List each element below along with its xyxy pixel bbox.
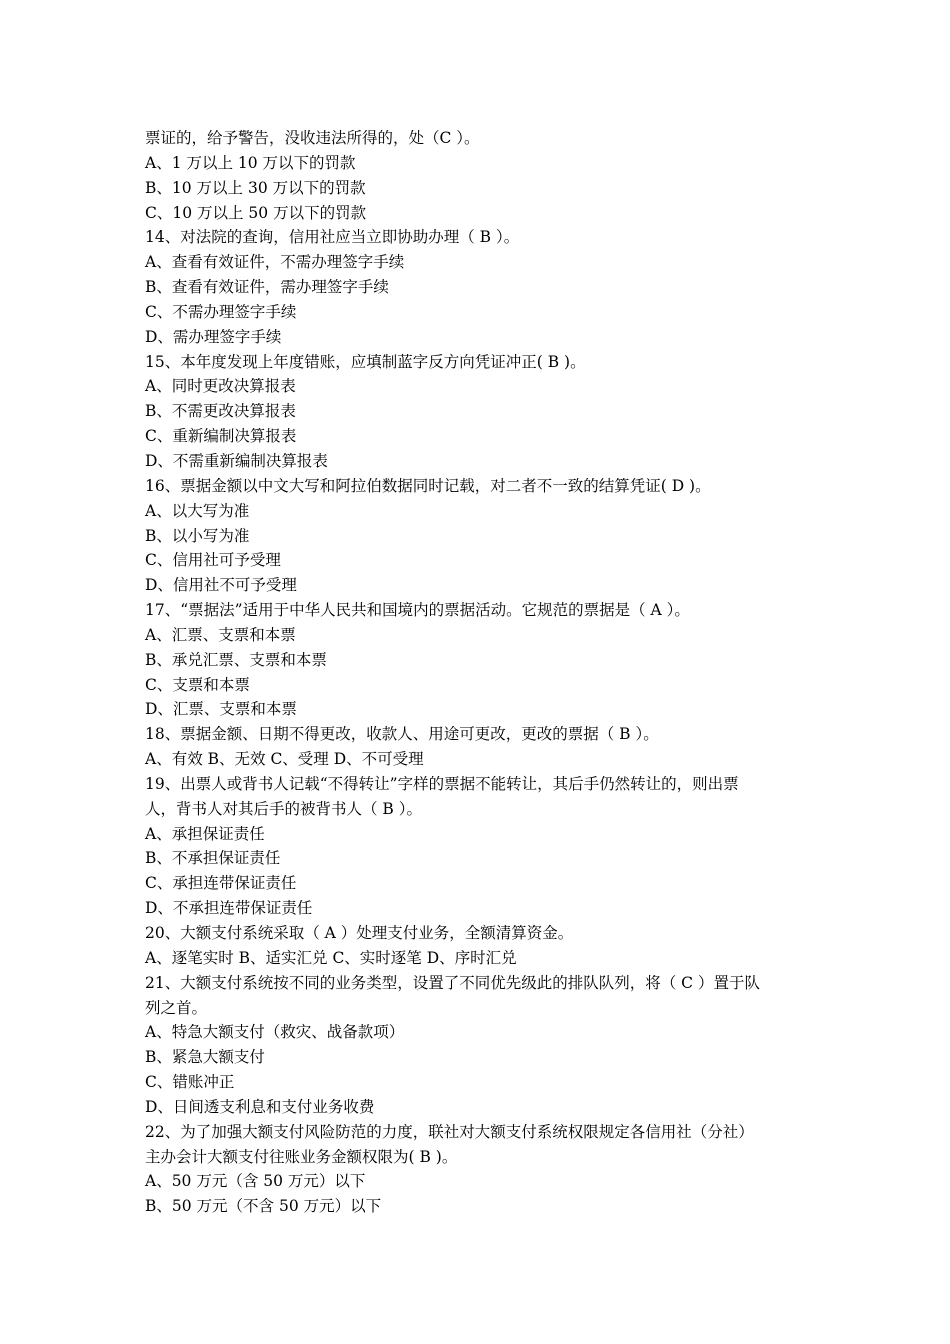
answer-option: A、以大写为准	[145, 501, 250, 520]
answer-option: A、查看有效证件，不需办理签字手续	[145, 253, 405, 272]
answer-option: B、不承担保证责任	[145, 849, 281, 868]
answer-options-inline: A、逐笔实时 B、适实汇兑 C、实时逐笔 D、序时汇兑	[145, 948, 517, 967]
question-15: 15、本年度发现上年度错账，应填制蓝字反方向凭证冲正( B )。	[145, 352, 586, 371]
answer-option: A、承担保证责任	[145, 824, 265, 843]
answer-option: C、错账冲正	[145, 1073, 235, 1092]
answer-options-inline: A、有效 B、无效 C、受理 D、不可受理	[145, 750, 424, 769]
answer-option: A、同时更改决算报表	[145, 377, 296, 396]
question-17: 17、“票据法”适用于中华人民共和国境内的票据活动。它规范的票据是（ A ）。	[145, 601, 690, 620]
answer-option: B、不需更改决算报表	[145, 402, 296, 421]
question-18: 18、票据金额、日期不得更改，收款人、用途可更改，更改的票据（ B ）。	[145, 725, 659, 744]
answer-option: A、50 万元（含 50 万元）以下	[145, 1172, 366, 1191]
answer-option: C、承担连带保证责任	[145, 874, 297, 893]
answer-option: A、特急大额支付（救灾、战备款项）	[145, 1023, 405, 1042]
document-page	[145, 126, 815, 1219]
answer-option: D、不需重新编制决算报表	[145, 451, 328, 470]
answer-option: C、重新编制决算报表	[145, 427, 297, 446]
question-21-continued: 列之首。	[145, 998, 208, 1017]
answer-option: D、不承担连带保证责任	[145, 899, 313, 918]
answer-option: B、查看有效证件，需办理签字手续	[145, 278, 389, 297]
answer-option: C、支票和本票	[145, 675, 250, 694]
answer-option: D、汇票、支票和本票	[145, 700, 297, 719]
question-16: 16、票据金额以中文大写和阿拉伯数据同时记载，对二者不一致的结算凭证( D )。	[145, 476, 711, 495]
answer-option: B、10 万以上 30 万以下的罚款	[145, 178, 366, 197]
question-19: 19、出票人或背书人记载“不得转让”字样的票据不能转让，其后手仍然转让的，则出票	[145, 774, 739, 793]
answer-option: D、日间透支利息和支付业务收费	[145, 1097, 375, 1116]
answer-option: A、1 万以上 10 万以下的罚款	[145, 153, 356, 172]
question-20: 20、大额支付系统采取（ A ）处理支付业务，全额清算资金。	[145, 924, 574, 942]
answer-option: A、汇票、支票和本票	[145, 625, 296, 644]
answer-option: D、需办理签字手续	[145, 327, 282, 346]
question-21: 21、大额支付系统按不同的业务类型，设置了不同优先级此的排队队列，将（ C ）置于队	[145, 973, 760, 992]
text-line: 票证的，给予警告，没收违法所得的，处（C ）。	[145, 129, 480, 147]
answer-option: B、以小写为准	[145, 526, 250, 545]
question-22: 22、为了加强大额支付风险防范的力度，联社对大额支付系统权限规定各信用社（分社）	[145, 1122, 754, 1141]
answer-option: B、承兑汇票、支票和本票	[145, 650, 327, 669]
question-19-continued: 人，背书人对其后手的被背书人（ B ）。	[145, 799, 422, 818]
answer-option: B、紧急大额支付	[145, 1048, 265, 1067]
answer-option: C、不需办理签字手续	[145, 302, 297, 321]
question-22-continued: 主办会计大额支付往账业务金额权限为( B )。	[145, 1147, 458, 1166]
answer-option: C、信用社可予受理	[145, 551, 281, 570]
answer-option: D、信用社不可予受理	[145, 576, 297, 595]
answer-option: B、50 万元（不含 50 万元）以下	[145, 1197, 382, 1216]
answer-option: C、10 万以上 50 万以下的罚款	[145, 203, 367, 222]
question-14: 14、对法院的查询，信用社应当立即协助办理（ B ）。	[145, 228, 520, 247]
